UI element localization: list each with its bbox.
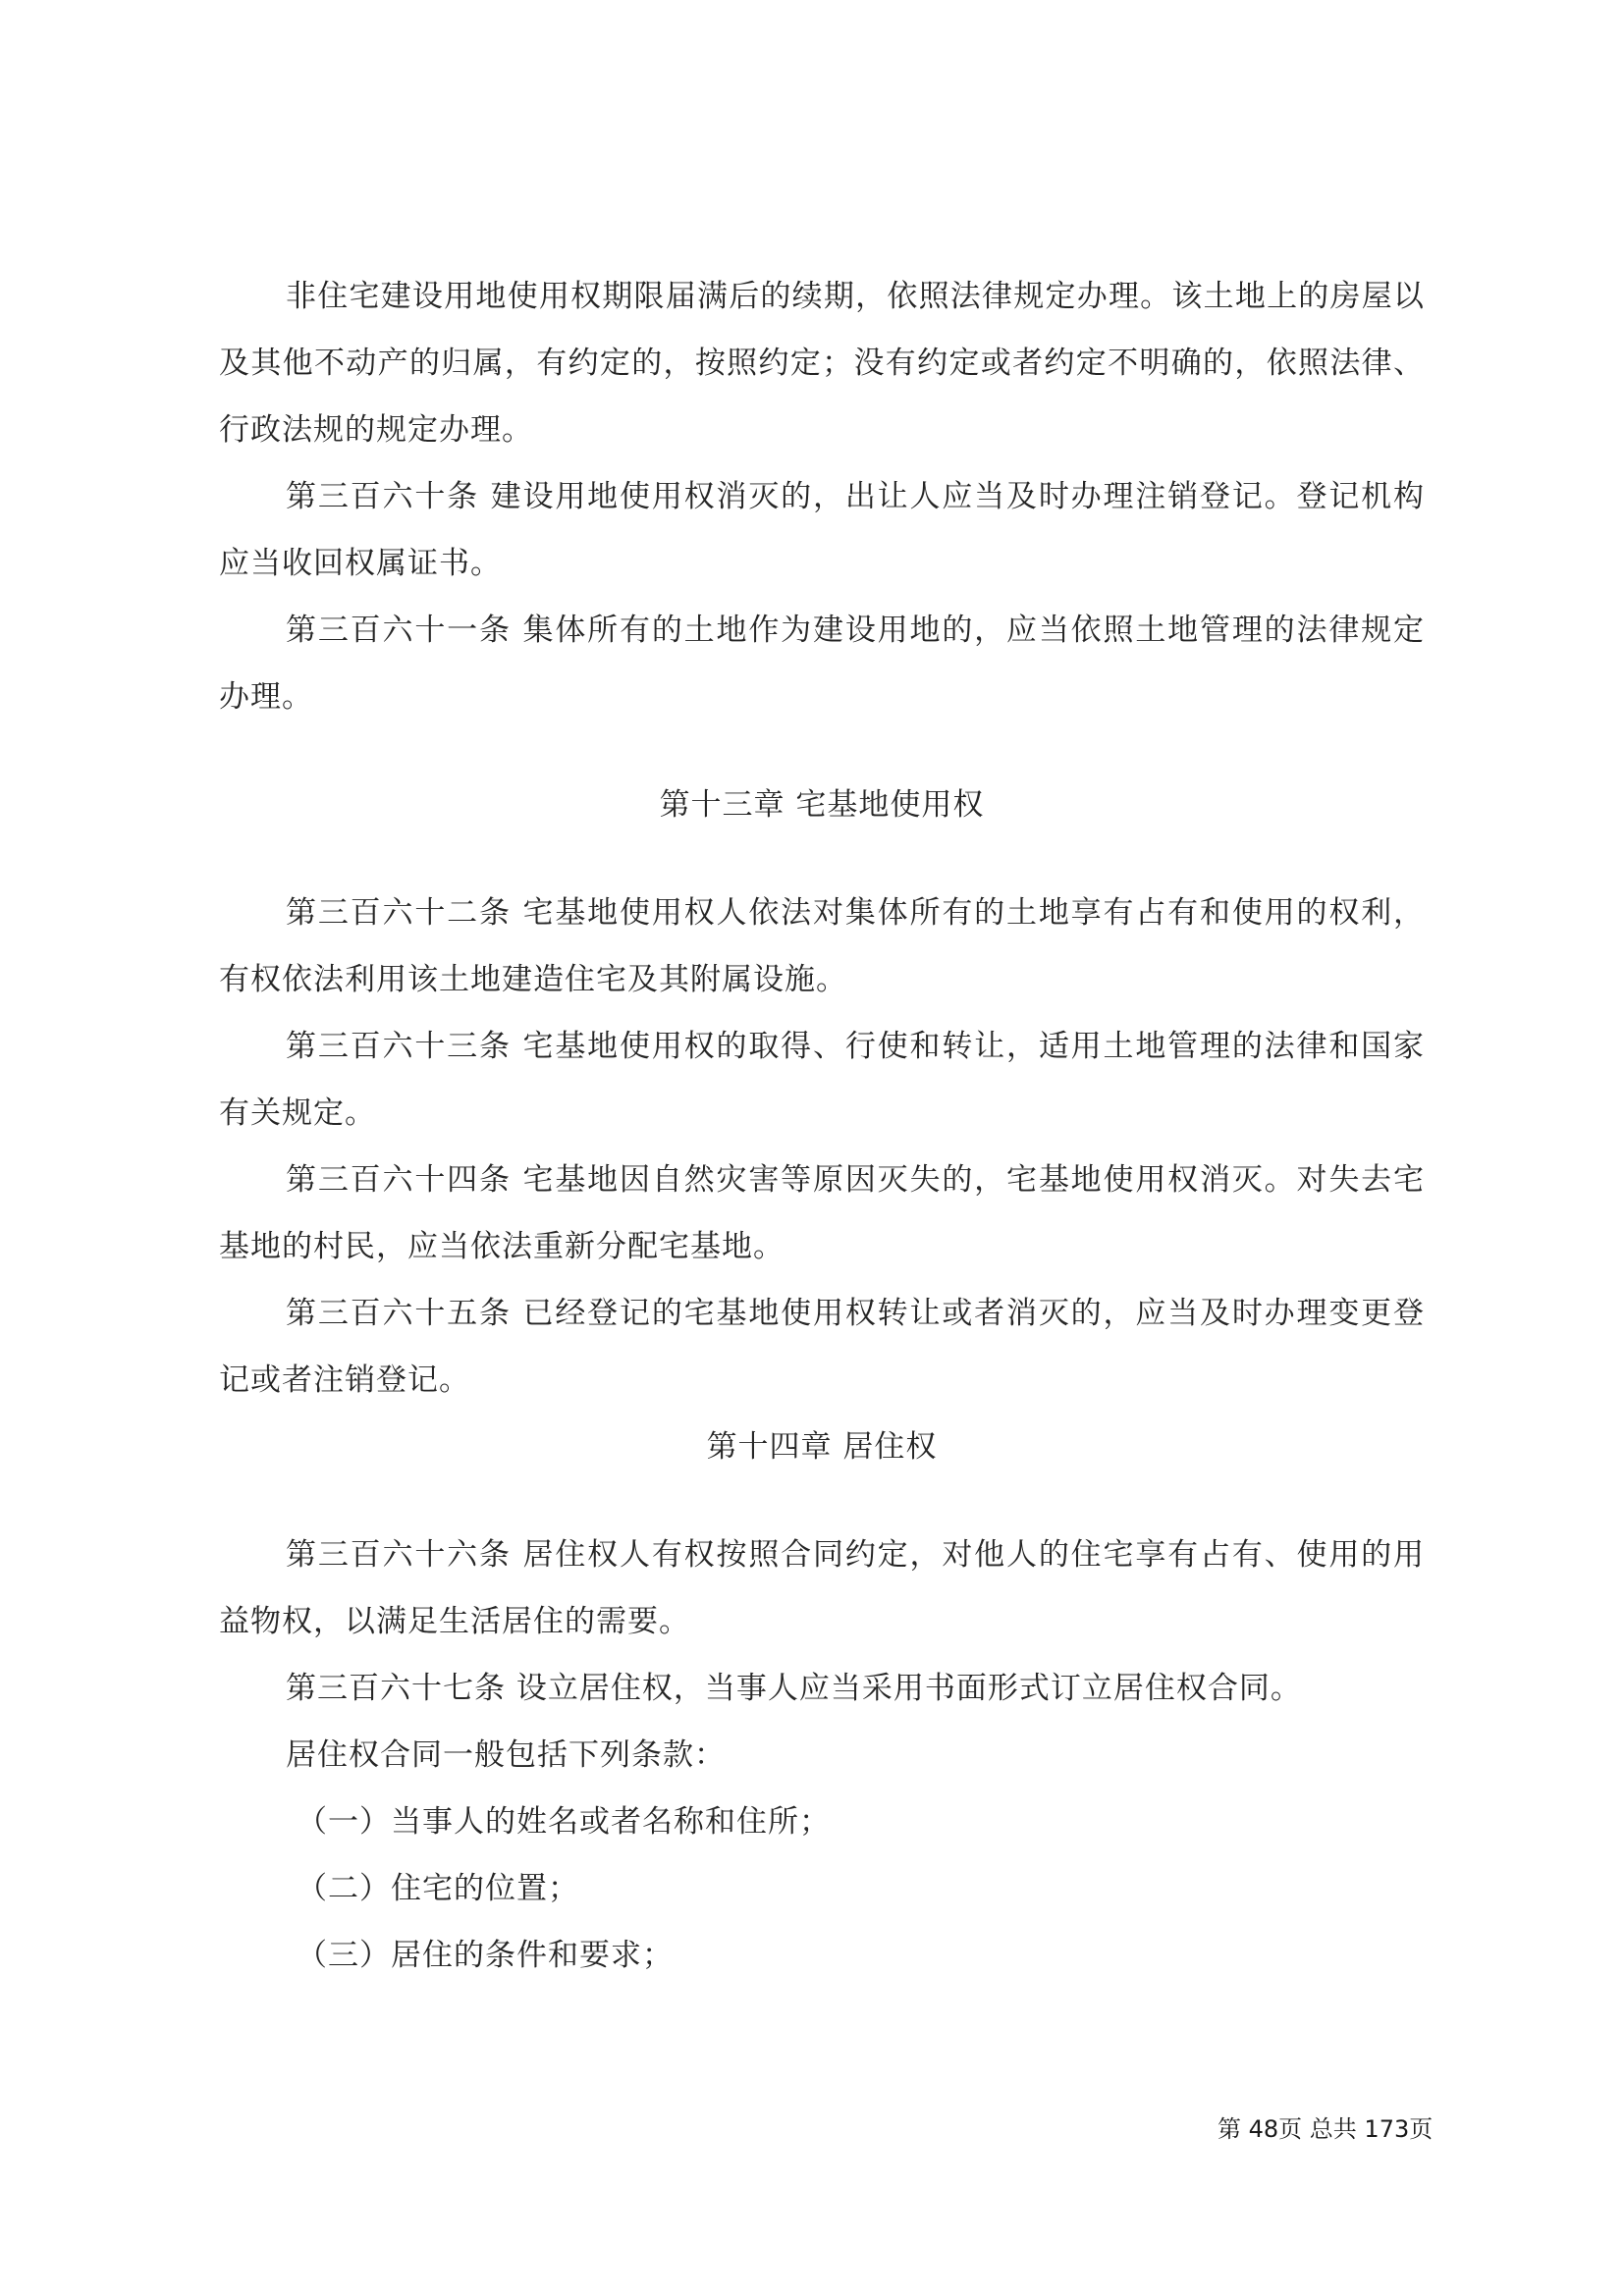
chapter-13-heading: 第十三章 宅基地使用权 [659,787,985,823]
article-366: 第三百六十六条 居住权人有权按照合同约定，对他人的住宅享有占有、使用的用益物权，以满足生活居住的需要。 [219,1537,1425,1639]
paragraph-renewal: 非住宅建设用地使用权期限届满后的续期，依照法律规定办理。该土地上的房屋以及其他不动产的归属，有约定的，按照约定；没有约定或者约定不明确的，依照法律、行政法规的规定办理。 [219,279,1425,448]
page-body [219,263,1425,1989]
clause-item-1: （一）当事人的姓名或者名称和住所； [297,1804,831,1840]
clause-item-3: （三）居住的条件和要求； [297,1938,674,1973]
article-360: 第三百六十条 建设用地使用权消灭的，出让人应当及时办理注销登记。登记机构应当收回权属证书。 [219,479,1425,581]
article-364: 第三百六十四条 宅基地因自然灾害等原因灭失的，宅基地使用权消灭。对失去宅基地的村民，应当依法重新分配宅基地。 [219,1162,1425,1264]
article-365: 第三百六十五条 已经登记的宅基地使用权转让或者消灭的，应当及时办理变更登记或者注销登记。 [219,1296,1425,1398]
article-363: 第三百六十三条 宅基地使用权的取得、行使和转让，适用土地管理的法律和国家有关规定。 [219,1029,1425,1131]
article-367: 第三百六十七条 设立居住权，当事人应当采用书面形式订立居住权合同。 [286,1671,1302,1706]
article-362: 第三百六十二条 宅基地使用权人依法对集体所有的土地享有占有和使用的权利，有权依法利用该土地建造住宅及其附属设施。 [219,895,1425,997]
page-number-footer: 第 48页 总共 173页 [1218,2115,1434,2143]
chapter-14-heading: 第十四章 居住权 [706,1429,938,1465]
clause-item-2: （二）住宅的位置； [297,1871,579,1906]
contract-clauses-intro: 居住权合同一般包括下列条款： [286,1737,726,1773]
article-361: 第三百六十一条 集体所有的土地作为建设用地的，应当依照土地管理的法律规定办理。 [219,613,1425,715]
